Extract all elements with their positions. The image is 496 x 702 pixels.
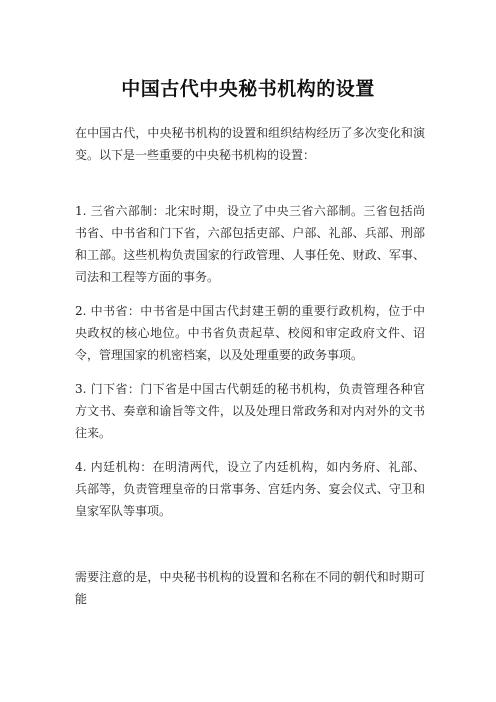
list-item: 3. 门下省：门下省是中国古代朝廷的秘书机构，负责管理各种官方文书、奏章和谕旨等文件，以及处理日常政务和对内对外的文书往来。: [75, 382, 425, 440]
intro-paragraph: 在中国古代，中央秘书机构的设置和组织结构经历了多次变化和演变。以下是一些重要的中央秘书机构的设置：: [75, 126, 425, 162]
list-item: 2. 中书省：中书省是中国古代封建王朝的重要行政机构，位于中央政权的核心地位。中书省负责起草、校阅和审定政府文件、诏令，管理国家的机密档案，以及处理重要的政务事项。: [75, 304, 425, 362]
list-item: 4. 内廷机构：在明清两代，设立了内廷机构，如内务府、礼部、兵部等，负责管理皇帝的日常事务、宫廷内务、宴会仪式、守卫和皇家军队等事项。: [75, 460, 425, 518]
note-paragraph: 需要注意的是，中央秘书机构的设置和名称在不同的朝代和时期可能: [75, 570, 425, 606]
list-item: 1. 三省六部制：北宋时期，设立了中央三省六部制。三省包括尚书省、中书省和门下省，六部包括吏部、户部、礼部、兵部、刑部和工部。这些机构负责国家的行政管理、人事任免、财政、军事、司法和工程等方面的事务。: [75, 204, 425, 284]
document-title: 中国古代中央秘书机构的设置: [121, 78, 375, 100]
